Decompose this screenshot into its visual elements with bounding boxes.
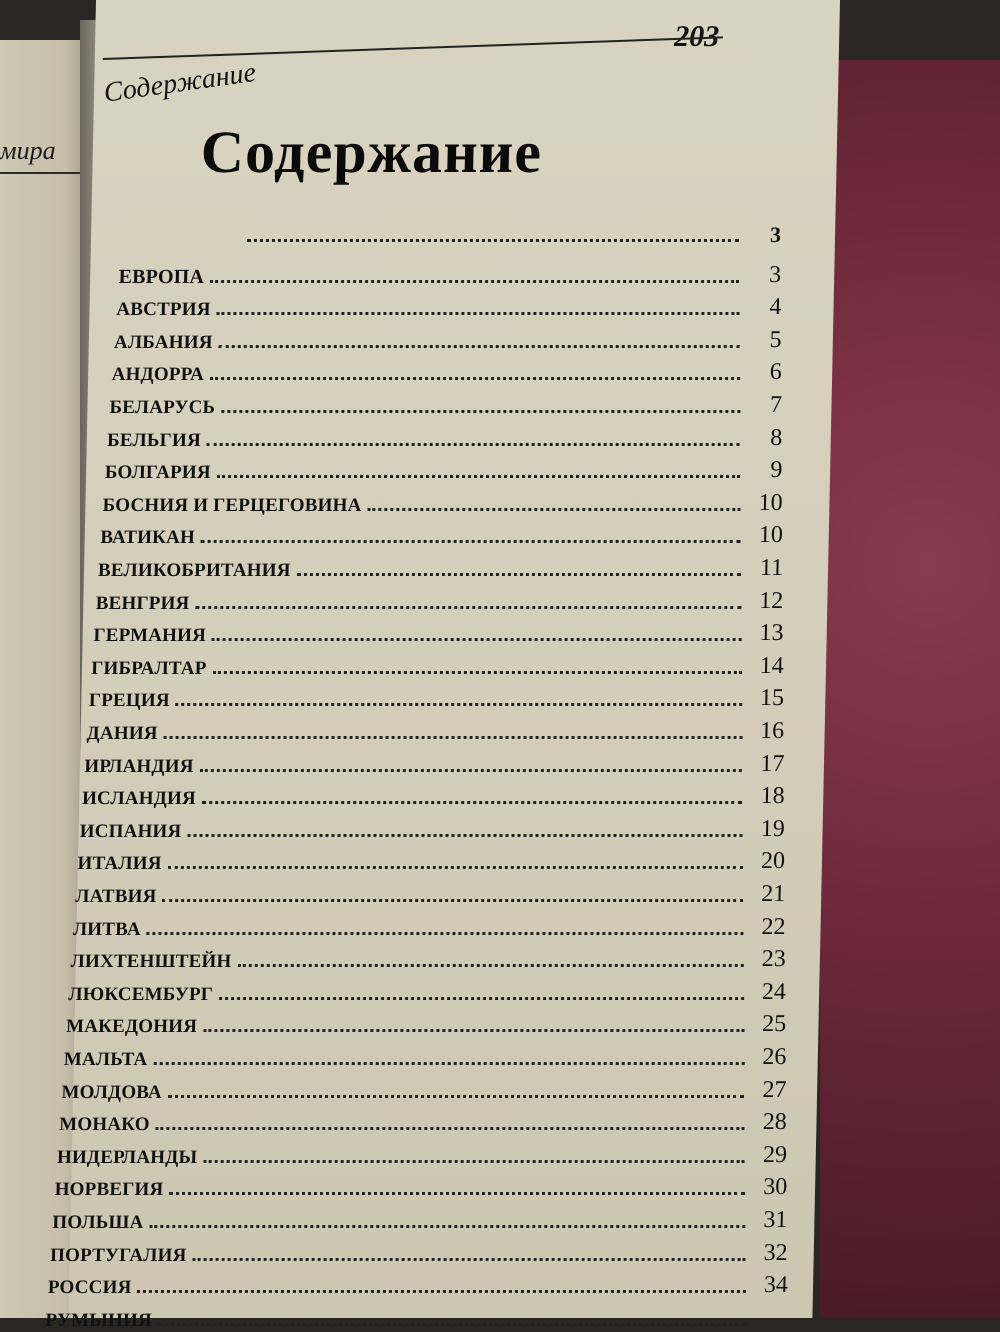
toc-leader-dots <box>221 410 740 413</box>
toc-entry <box>89 682 785 712</box>
toc-entry-label: ИСПАНИЯ <box>79 820 182 842</box>
toc-entry-label: ЕВРОПА <box>118 265 205 288</box>
toc-entry-page: 22 <box>761 913 786 940</box>
toc-entry-page: 7 <box>769 392 783 418</box>
toc-entry <box>73 911 786 941</box>
page-number: 203 <box>673 20 720 53</box>
toc-entry-label: МАЛЬТА <box>63 1049 148 1070</box>
toc-leader-dots <box>212 671 741 674</box>
toc-leader-dots <box>153 1062 744 1065</box>
toc-entry <box>105 454 783 484</box>
toc-entry-page: 20 <box>760 848 786 875</box>
toc-leader-dots <box>137 1290 745 1293</box>
toc-entry-page: 24 <box>761 978 787 1005</box>
toc-entry-page: 30 <box>762 1174 788 1201</box>
toc-leader-dots <box>149 1225 745 1228</box>
toc-entry <box>50 1237 788 1267</box>
toc-entry-page: 3 <box>769 222 782 247</box>
toc-entry-page: 29 <box>762 1141 788 1168</box>
toc-leader-dots <box>237 964 743 967</box>
toc-entry-label: ГЕРМАНИЯ <box>93 625 207 647</box>
toc-entry-label: ВАТИКАН <box>100 527 196 549</box>
toc-entry-label: ВЕЛИКОБРИТАНИЯ <box>97 560 291 581</box>
toc-entry <box>96 585 784 615</box>
toc-entry <box>77 845 785 875</box>
toc-entry-page: 4 <box>769 294 782 321</box>
toc-entry-label: МАКЕДОНИЯ <box>65 1016 198 1038</box>
toc-entry-page: 23 <box>761 946 786 973</box>
toc-entry-label: ПОЛЬША <box>52 1212 144 1233</box>
toc-entry <box>109 389 782 419</box>
toc-leader-dots <box>202 801 743 804</box>
toc-entry-label: МОНАКО <box>59 1114 150 1136</box>
toc-entry <box>82 780 785 810</box>
toc-entry <box>68 976 786 1006</box>
toc-leader-dots <box>164 736 742 739</box>
toc-leader-dots <box>203 1160 745 1163</box>
toc-entry-page: 28 <box>762 1109 788 1136</box>
toc-entry-page: 12 <box>759 587 784 614</box>
toc-entry-label: РОССИЯ <box>47 1277 132 1299</box>
toc-entry-page: 17 <box>760 750 785 777</box>
toc-entry-label: БОЛГАРИЯ <box>104 462 211 484</box>
toc-entry <box>112 356 783 386</box>
toc-entry-page: 10 <box>758 522 784 549</box>
table-of-contents <box>45 0 840 1331</box>
toc-leader-dots <box>156 1127 745 1130</box>
toc-entry-label: ИТАЛИЯ <box>77 853 162 875</box>
toc-entry-label: БЕЛАРУСЬ <box>109 397 216 418</box>
toc-entry-page: 16 <box>759 718 785 744</box>
toc-entry-page: 27 <box>762 1076 787 1103</box>
toc-leader-dots <box>201 540 741 543</box>
toc-entry-page: 32 <box>763 1239 788 1266</box>
toc-entry-label: АНДОРРА <box>111 364 205 386</box>
toc-entry <box>93 617 784 647</box>
toc-entry <box>100 519 783 549</box>
toc-entry <box>66 1008 787 1038</box>
toc-entry-page: 13 <box>759 620 784 647</box>
toc-entry <box>45 1302 788 1332</box>
toc-leader-dots <box>147 932 744 935</box>
toc-entry <box>91 650 784 680</box>
toc-entry-page: 8 <box>769 424 783 451</box>
toc-entry-label: РУМЫНИЯ <box>45 1309 153 1331</box>
book-page <box>45 0 840 1331</box>
toc-entry <box>118 259 781 289</box>
toc-entry <box>107 422 783 452</box>
toc-entry-page: 19 <box>760 815 786 842</box>
toc-entry-page: 5 <box>769 326 782 353</box>
toc-leader-dots <box>219 997 744 1000</box>
toc-entry <box>59 1106 787 1136</box>
toc-leader-dots <box>200 769 743 772</box>
toc-leader-dots <box>162 899 743 902</box>
toc-entry-label: ЛИТВА <box>72 918 141 940</box>
toc-entry <box>241 218 782 248</box>
toc-entry <box>86 715 784 745</box>
toc-entry-label: ИРЛАНДИЯ <box>84 755 194 777</box>
toc-leader-dots <box>207 443 740 446</box>
toc-entry-page: 3 <box>768 261 782 288</box>
toc-entry <box>114 324 782 354</box>
toc-entry <box>98 552 784 582</box>
toc-entry <box>57 1139 788 1169</box>
toc-leader-dots <box>210 280 739 283</box>
toc-leader-dots <box>212 638 742 641</box>
running-header: Содержание <box>102 56 258 109</box>
toc-entry-page: 21 <box>761 881 786 907</box>
left-header-rule <box>0 172 90 174</box>
toc-entry-page: 26 <box>762 1044 787 1070</box>
toc-entry-page: 15 <box>759 685 785 712</box>
toc-leader-dots <box>217 475 741 478</box>
toc-entry <box>75 878 786 908</box>
toc-entry-label: ВЕНГРИЯ <box>95 592 190 614</box>
toc-entry <box>80 813 786 843</box>
toc-leader-dots <box>176 703 742 706</box>
toc-entry-label: МОЛДОВА <box>61 1081 163 1103</box>
toc-entry-label: АВСТРИЯ <box>116 299 211 321</box>
toc-leader-dots <box>297 573 741 576</box>
toc-leader-dots <box>158 1323 746 1326</box>
toc-entry-page: 14 <box>759 652 785 679</box>
toc-entry-page: 10 <box>758 489 783 516</box>
toc-entry-label: НОРВЕГИЯ <box>54 1179 164 1201</box>
toc-entry-page: 11 <box>759 555 784 581</box>
toc-entry <box>48 1269 789 1299</box>
toc-leader-dots <box>167 866 742 869</box>
toc-entry <box>102 487 783 517</box>
toc-entry-label: ДАНИЯ <box>86 723 158 744</box>
toc-entry <box>54 1171 787 1201</box>
toc-entry-label: БОСНИЯ И ГЕРЦЕГОВИНА <box>102 494 362 516</box>
toc-entry-page: 18 <box>760 783 785 810</box>
toc-leader-dots <box>210 377 740 380</box>
toc-entry-label: АЛБАНИЯ <box>113 331 213 353</box>
toc-entry-label: ЛЮКСЕМБУРГ <box>68 983 214 1005</box>
toc-entry-page: 31 <box>763 1207 788 1233</box>
toc-leader-dots <box>218 345 739 348</box>
toc-leader-dots <box>247 239 739 242</box>
toc-leader-dots <box>195 606 741 609</box>
left-page-header: мира <box>0 136 56 165</box>
toc-entry <box>64 1041 787 1071</box>
toc-entry-label: ГИБРАЛТАР <box>90 657 207 679</box>
toc-entry-label: ИСЛАНДИЯ <box>81 788 197 810</box>
toc-entry-label: ЛИХТЕНШТЕЙН <box>70 951 232 973</box>
toc-entry <box>116 291 782 321</box>
toc-entry-label: ЛАТВИЯ <box>75 886 157 907</box>
toc-leader-dots <box>216 312 739 315</box>
toc-entry-page: 9 <box>770 457 783 484</box>
toc-entry <box>61 1074 787 1104</box>
toc-entry-label: ПОРТУГАЛИЯ <box>49 1244 187 1266</box>
toc-leader-dots <box>367 508 740 511</box>
toc-entry-label: БЕЛЬГИЯ <box>106 429 202 451</box>
toc-entry <box>70 943 786 973</box>
toc-entry <box>84 748 785 778</box>
toc-leader-dots <box>203 1029 744 1032</box>
toc-entry-label: НИДЕРЛАНДЫ <box>56 1146 198 1168</box>
toc-entry <box>52 1204 788 1234</box>
toc-entry-page: 25 <box>761 1011 787 1038</box>
toc-leader-dots <box>192 1258 745 1261</box>
toc-entry-label: ГРЕЦИЯ <box>88 690 170 712</box>
background-cloth <box>820 60 1000 1318</box>
toc-leader-dots <box>168 1095 745 1098</box>
toc-entry-page: 34 <box>763 1272 789 1299</box>
toc-entry-page: 6 <box>769 359 783 386</box>
toc-leader-dots <box>187 834 742 837</box>
toc-leader-dots <box>169 1192 745 1195</box>
page-title: Содержание <box>200 119 543 185</box>
